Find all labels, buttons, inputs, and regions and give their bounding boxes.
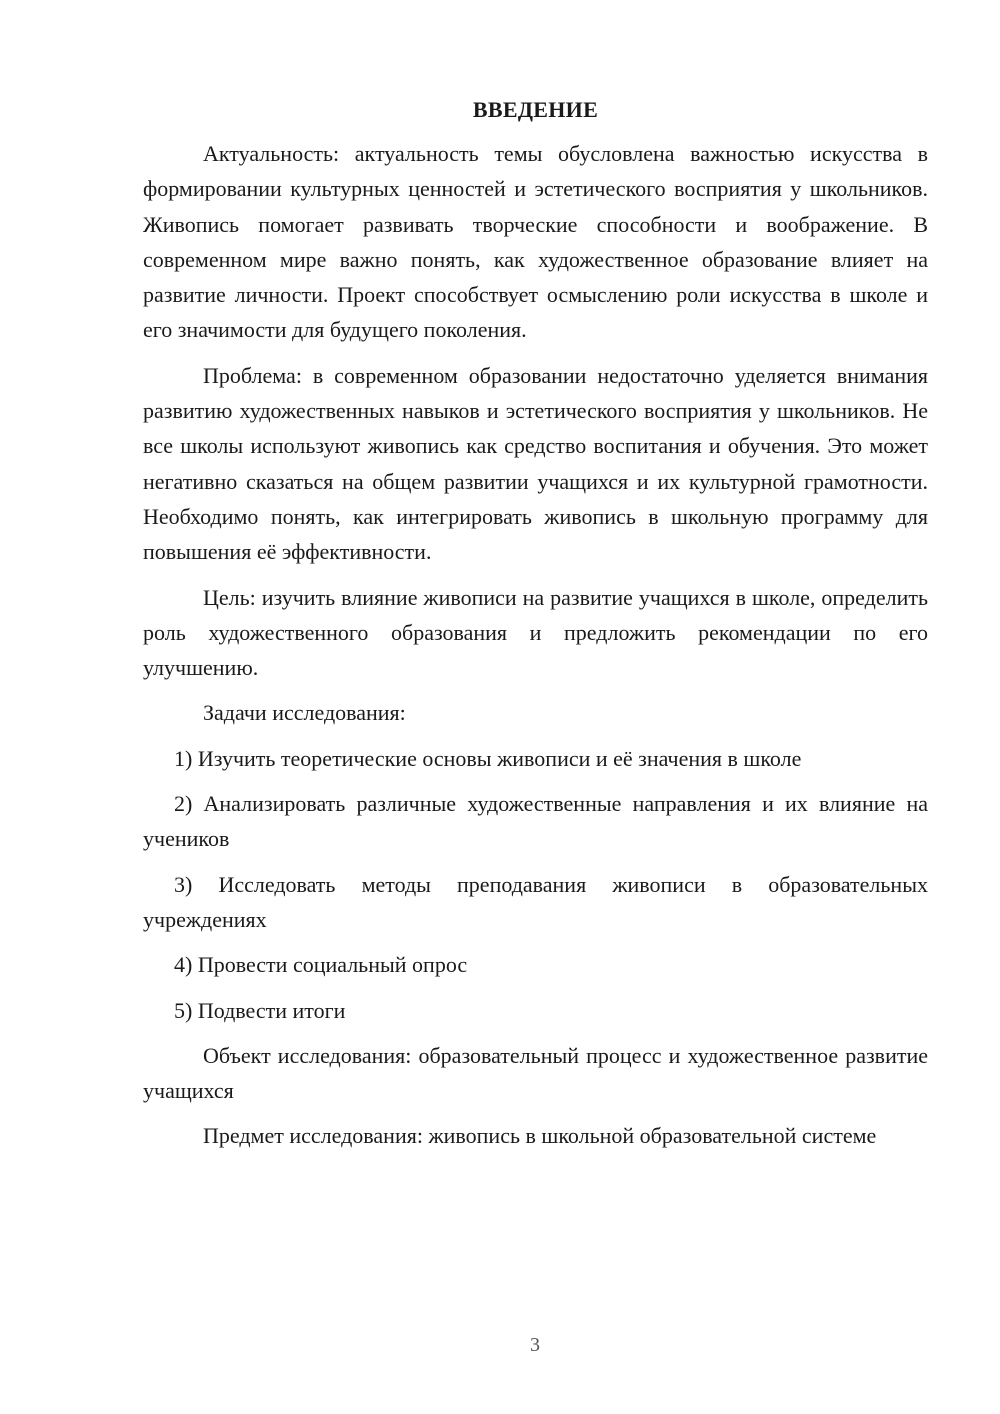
section-heading: ВВЕДЕНИЕ <box>472 97 599 122</box>
task-item-3: 3) Исследовать методы преподавания живописи в образовательных учреждениях <box>143 871 928 932</box>
paragraph-goal: Цель: изучить влияние живописи на развитие учащихся в школе, определить роль художественного образования и предложить рекомендации по его улучшению. <box>143 584 928 681</box>
page-content <box>143 94 928 1164</box>
paragraph-relevance: Актуальность: актуальность темы обусловлена важностью искусства в формировании культурных ценностей и эстетического восприятия у школьников. Живопись помогает развивать творческие способности и воображение. В современном мире важно понять, как художественное образование влияет на развитие личности. Проект способствует осмыслению роли искусства в школе и его значимости для будущего поколения. <box>143 141 928 343</box>
paragraph-subject: Предмет исследования: живопись в школьной образовательной системе <box>203 1123 877 1149</box>
task-item-2: 2) Анализировать различные художественные направления и их влияние на учеников <box>143 791 928 852</box>
task-item-5: 5) Подвести итоги <box>174 997 346 1023</box>
paragraph-object: Объект исследования: образовательный процесс и художественное развитие учащихся <box>143 1042 928 1104</box>
page-number: 3 <box>530 1334 540 1356</box>
paragraph-problem: Проблема: в современном образовании недостаточно уделяется внимания развитию художественных навыков и эстетического восприятия у школьников. Не все школы используют живопись как средство воспитания и обучения. Это может негативно сказаться на общем развитии учащихся и их культурной грамотности. Необходимо понять, как интегрировать живопись в школьную программу для повышения её эффективности. <box>143 362 928 565</box>
task-item-1: 1) Изучить теоретические основы живописи и её значения в школе <box>174 745 802 771</box>
paragraph-tasks-intro: Задачи исследования: <box>203 700 406 726</box>
task-item-4: 4) Провести социальный опрос <box>174 952 468 978</box>
